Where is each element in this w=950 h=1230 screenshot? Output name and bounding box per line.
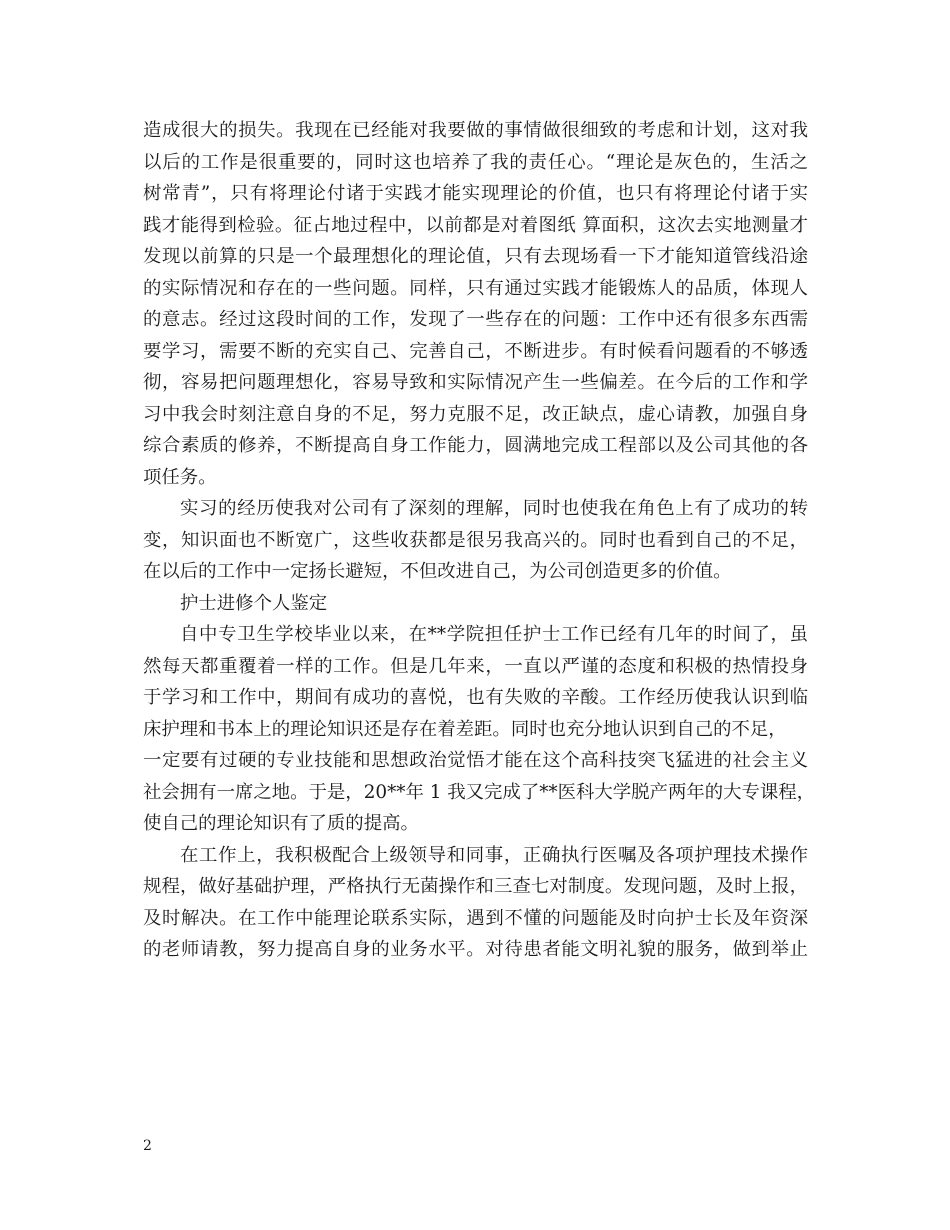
text-line: 在工作上，我积极配合上级领导和同事，正确执行医嘱及各项护理技术操作 (180, 844, 808, 866)
text-line: 规程，做好基础护理，严格执行无菌操作和三查七对制度。发现问题，及时上报， (143, 876, 808, 897)
text-line: 造成很大的损失。我现在已经能对我要做的事情做很细致的考虑和计划，这对我 (143, 120, 808, 141)
text-line: 要学习，需要不断的充实自己、完善自己，不断进步。有时候看问题看的不够透 (143, 340, 808, 362)
text-line: 使自己的理论知识有了质的提高。 (143, 813, 419, 834)
text-line: 树常青”，只有将理论付诸于实践才能实现理论的价值，也只有将理论付诸于实 (143, 183, 808, 204)
text-line: 变，知识面也不断宽广，这些收获都是很另我高兴的。同时也看到自己的不足， (143, 529, 808, 551)
text-line: 践才能得到检验。征占地过程中，以前都是对着图纸 算面积，这次去实地测量才 (143, 214, 808, 236)
text-line: 综合素质的修养，不断提高自身工作能力，圆满地完成工程部以及公司其他的各 (143, 435, 808, 456)
text-line: 于学习和工作中，期间有成功的喜悦，也有失败的辛酸。工作经历使我认识到临 (143, 687, 808, 708)
text-line: 的实际情况和存在的一些问题。同样，只有通过实践才能锻炼人的品质，体现人 (143, 277, 808, 299)
text-line: 彻，容易把问题理想化，容易导致和实际情况产生一些偏差。在今后的工作和学 (143, 372, 808, 393)
document-body (143, 115, 816, 966)
text-line: 在以后的工作中一定扬长避短，不但改进自己，为公司创造更多的价值。 (143, 561, 732, 582)
text-line: 社会拥有一席之地。于是，20**年 1 我又完成了**医科大学脱产两年的大专课程， (143, 781, 816, 803)
text-line: 以后的工作是很重要的，同时这也培养了我的责任心。“理论是灰色的，生活之 (143, 151, 808, 173)
text-line: 的意志。经过这段时间的工作，发现了一些存在的问题：工作中还有很多东西需 (143, 309, 808, 330)
text-line: 及时解决。在工作中能理论联系实际，遇到不懂的问题能及时向护士长及年资深 (143, 907, 808, 929)
text-line: 实习的经历使我对公司有了深刻的理解，同时也使我在角色上有了成功的转 (180, 498, 808, 519)
text-line: 习中我会时刻注意自身的不足，努力克服不足，改正缺点，虚心请教，加强自身 (143, 403, 808, 425)
text-line: 自中专卫生学校毕业以来，在**学院担任护士工作已经有几年的时间了，虽 (180, 624, 808, 645)
text-line: 一定要有过硬的专业技能和思想政治觉悟才能在这个高科技突飞猛进的社会主义 (143, 750, 808, 771)
text-line: 项任务。 (143, 466, 217, 488)
text-line: 的老师请教，努力提高自身的业务水平。对待患者能文明礼貌的服务，做到举止 (143, 939, 808, 960)
page-number: 2 (143, 1138, 152, 1154)
text-line: 然每天都重覆着一样的工作。但是几年来，一直以严谨的态度和积极的热情投身 (143, 655, 808, 677)
text-line: 发现以前算的只是一个最理想化的理论值，只有去现场看一下才能知道管线沿途 (143, 246, 808, 267)
text-line: 床护理和书本上的理论知识还是存在着差距。同时也充分地认识到自己的不足， (143, 718, 787, 740)
text-line: 护士进修个人鉴定 (180, 592, 328, 614)
